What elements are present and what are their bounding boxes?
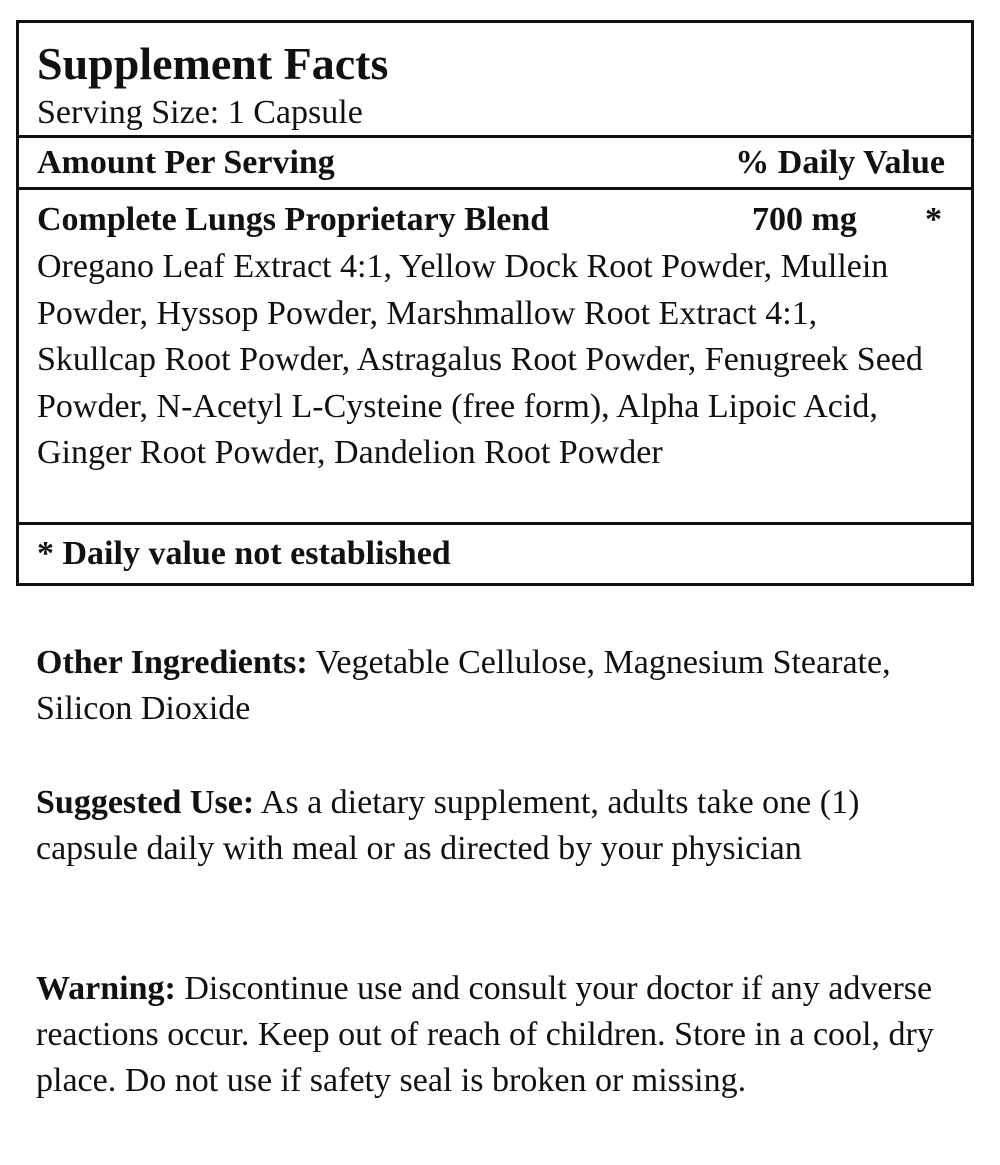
other-ingredients-label: Other Ingredients:: [36, 644, 308, 681]
other-ingredients-section: [36, 640, 936, 732]
blend-header: [37, 198, 949, 242]
serving-size: Serving Size: 1 Capsule: [37, 94, 363, 131]
facts-footnote: [19, 525, 971, 583]
footnote-text: * Daily value not established: [37, 535, 451, 572]
warning-section: [36, 966, 936, 1104]
blend-ingredients: Oregano Leaf Extract 4:1, Yellow Dock Root Powder, Mullein Powder, Hyssop Powder, Marshmallow Root Extract 4:1, Skullcap Root Powder, Astragalus Root Powder, Fenugreek Seed Powder, N-Acetyl L-Cysteine (free form), Alpha Lipoic Acid, Ginger Root Powder, Dandelion Root Powder: [37, 248, 923, 471]
amount-header-row: [19, 138, 971, 190]
amount-per-serving-label: Amount Per Serving: [37, 143, 335, 181]
facts-header: [19, 23, 971, 138]
blend-amount: 700 mg: [752, 201, 857, 238]
suggested-use-label: Suggested Use:: [36, 784, 255, 821]
blend-daily-value: *: [925, 201, 942, 238]
supplement-facts-panel: [16, 20, 974, 586]
blend-row: [19, 190, 971, 525]
facts-title: Supplement Facts: [37, 38, 389, 89]
daily-value-label: % Daily Value: [735, 143, 945, 181]
blend-name: Complete Lungs Proprietary Blend: [37, 201, 550, 238]
warning-text: Discontinue use and consult your doctor if any adverse reactions occur. Keep out of reach of children. Store in a cool, dry place. Do not use if safety seal is broken or missing.: [36, 970, 934, 1099]
warning-label: Warning:: [36, 970, 176, 1007]
suggested-use-text: As a dietary supplement, adults take one (1) capsule daily with meal or as directed by your physician: [36, 784, 860, 867]
other-ingredients-text: Vegetable Cellulose, Magnesium Stearate, Silicon Dioxide: [36, 644, 891, 727]
suggested-use-section: [36, 780, 936, 872]
